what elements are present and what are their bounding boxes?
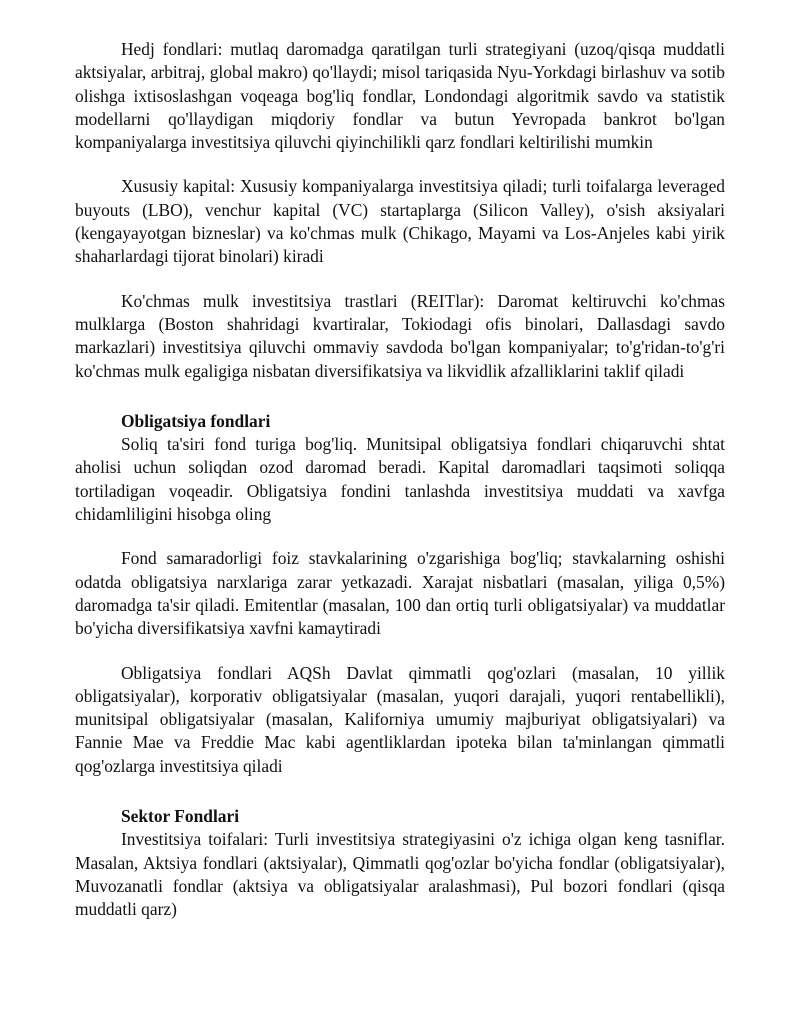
paragraph-reits: Ko'chmas mulk investitsiya trastlari (REITlar): Daromat keltiruvchi ko'chmas mulklarga (Boston shahridagi kvartiralar, Tokiodagi ofis binolari, Dallasdagi savdo markazlari) investitsiya qiluvchi ommaviy savdoda bo'lgan kompaniyalar; to'g'ridan-to'g'ri ko'chmas mulk egaligiga nisbatan diversifikatsiya va likvidlik afzalliklarini taklif qiladi bbox=[75, 290, 725, 381]
paragraph-bond-performance: Fond samaradorligi foiz stavkalarining o'zgarishiga bog'liq; stavkalarning oshishi odatda obligatsiya narxlariga zarar yetkazadi. Xarajat nisbatlari (masalan, yiliga 0,5%) daromadga ta'sir qiladi. Emitentlar (masalan, 100 dan ortiq turli obligatsiyalar) va muddatlar bo'yicha diversifikatsiya xavfni kamaytiradi bbox=[75, 548, 725, 639]
paragraph-investment-categories: Investitsiya toifalari: Turli investitsiya strategiyasini o'z ichiga olgan keng tasniflar. Masalan, Aktsiya fondlari (aktsiyalar), Qimmatli qog'ozlar bo'yicha fondlar (obligatsiyalar), Muvozanatli fondlar (aktsiya va obligatsiyalar aralashmasi), Pul bozori fondlari (qisqa muddatli qarz) bbox=[75, 829, 725, 920]
heading-sector-funds: Sektor Fondlari bbox=[121, 806, 240, 827]
document-page bbox=[75, 38, 725, 943]
paragraph-hedge-funds: Hedj fondlari: mutlaq daromadga qaratilgan turli strategiyani (uzoq/qisqa muddatli aktsiyalar, arbitraj, global makro) qo'llaydi; misol tariqasida Nyu-Yorkdagi birlashuv va sotib olishga ixtisoslashgan voqeaga bog'liq fondlar, Londondagi algoritmik savdo va statistik modellarni qo'llaydigan miqdoriy fondlar va butun Yevropada bankrot bo'lgan kompaniyalarga investitsiya qiluvchi qiyinchilikli qarz fondlari keltirilishi mumkin bbox=[75, 39, 725, 153]
paragraph-bond-tax: Soliq ta'siri fond turiga bog'liq. Munitsipal obligatsiya fondlari chiqaruvchi shtat aholisi uchun soliqdan ozod daromad beradi. Kapital daromadlari taqsimoti soliqqa tortiladigan voqeadir. Obligatsiya fondini tanlashda investitsiya muddati va xavfga chidamliligini hisobga oling bbox=[75, 434, 725, 525]
heading-bond-funds: Obligatsiya fondlari bbox=[121, 410, 271, 431]
paragraph-private-equity: Xususiy kapital: Xususiy kompaniyalarga investitsiya qiladi; turli toifalarga leveraged buyouts (LBO), venchur kapital (VC) startaplarga (Silicon Valley), o'sish aksiyalari (kengayayotgan bizneslar) va ko'chmas mulk (Chikago, Mayami va Los-Anjeles kabi yirik shaharlardagi tijorat binolari) kiradi bbox=[75, 176, 725, 267]
paragraph-bond-types: Obligatsiya fondlari AQSh Davlat qimmatli qog'ozlari (masalan, 10 yillik obligatsiyalar), korporativ obligatsiyalar (masalan, yuqori darajali, yuqori rentabellikli), munitsipal obligatsiyalar (masalan, Kaliforniya umumiy majburiyat obligatsiyalari) va Fannie Mae va Freddie Mac kabi agentliklardan ipoteka bilan ta'minlangan qimmatli qog'ozlarga investitsiya qiladi bbox=[75, 662, 725, 776]
